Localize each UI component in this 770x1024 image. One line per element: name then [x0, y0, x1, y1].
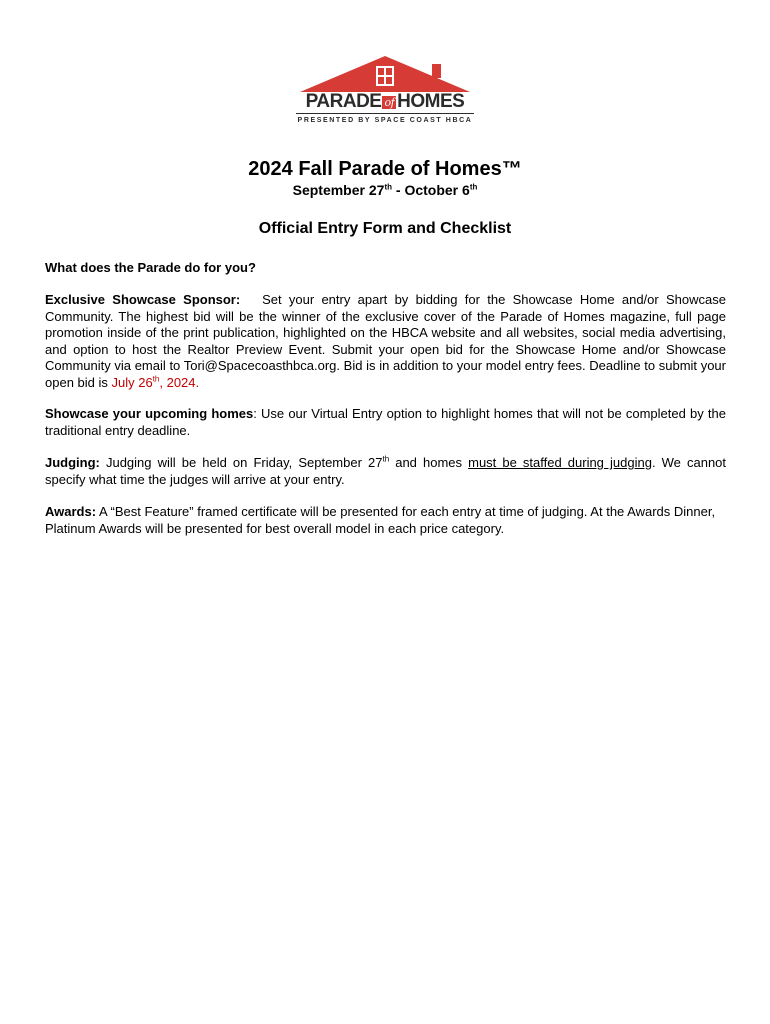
- showcase-paragraph: [45, 406, 726, 439]
- judging-date-suffix: th: [382, 454, 390, 464]
- sponsor-lead: Exclusive Showcase Sponsor:: [45, 292, 241, 307]
- logo-tagline: PRESENTED BY SPACE COAST HBCA: [297, 117, 473, 124]
- end-date-suffix: th: [469, 182, 478, 192]
- sponsor-text: Set your entry apart by bidding for the Showcase Home and/or Showcase Community. The highest bid will be the winner of the exclusive cover of the Parade of Homes magazine, full page promotion inside of the print publication, highlighted on the HBCA website and all websites, social media advertising, and option to host the Realtor Preview Event. Submit your open bid for the Showcase Home and/or Showcase Community via email to Tori@Spacecoasthbca.org. Bid is in addition to your model entry fees. Deadline to submit your open bid is: [45, 292, 726, 390]
- sponsor-deadline-month: July 26: [111, 374, 153, 390]
- date-separator: -: [392, 182, 405, 198]
- awards-lead: Awards:: [45, 504, 97, 519]
- judging-text-b: and homes: [389, 455, 469, 470]
- logo-divider: [296, 113, 474, 114]
- showcase-text: : Use our Virtual Entry option to highlight homes that will not be completed by the traditional entry deadline.: [45, 406, 726, 438]
- judging-text-c: . We cannot specify what time the judges will arrive at your entry.: [45, 455, 727, 487]
- logo-wordmark: [292, 92, 478, 114]
- judging-lead: Judging:: [45, 455, 100, 470]
- end-date: October 6: [404, 182, 470, 198]
- sponsor-deadline-year: , 2024.: [159, 374, 200, 390]
- logo-word-parade: PARADE: [305, 91, 382, 112]
- start-date: September 27: [292, 182, 385, 198]
- section-question: What does the Parade do for you?: [45, 260, 256, 275]
- showcase-lead: Showcase your upcoming homes: [45, 406, 254, 421]
- sponsor-paragraph: [45, 292, 726, 391]
- logo-word-of: of: [384, 96, 395, 109]
- parade-of-homes-logo: [292, 52, 478, 132]
- page-title: 2024 Fall Parade of Homes™: [248, 158, 522, 180]
- awards-paragraph: [45, 504, 726, 537]
- form-title: Official Entry Form and Checklist: [258, 220, 512, 237]
- logo-word-homes: HOMES: [397, 91, 465, 112]
- event-dates: [0, 181, 770, 199]
- sponsor-deadline-suffix: th: [152, 374, 160, 384]
- judging-underlined: must be staffed during judging: [468, 455, 652, 470]
- judging-paragraph: [45, 455, 726, 488]
- judging-text-a: Judging will be held on Friday, September 27: [99, 455, 383, 470]
- start-date-suffix: th: [384, 182, 392, 192]
- awards-text: A “Best Feature” framed certificate will be presented for each entry at time of judging. At the Awards Dinner, Platinum Awards will be presented for best overall model in each price category.: [45, 504, 716, 536]
- house-roof-icon: [292, 52, 478, 94]
